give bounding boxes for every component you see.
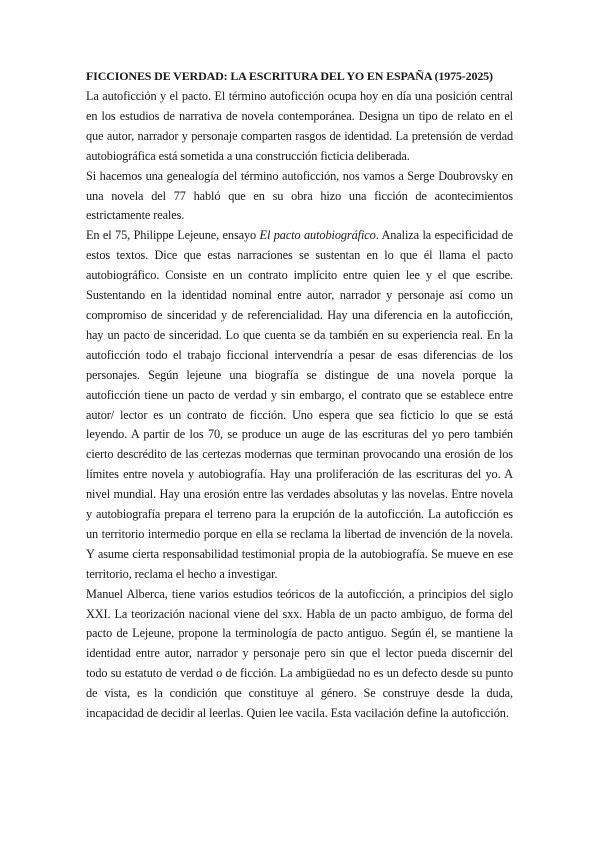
book-title-pacto-autobiografico: El pacto autobiográfico	[259, 228, 376, 243]
paragraph-doubrovsky: Si hacemos una genealogía del término autoficción, nos vamos a Serge Doubrovsky en una novela del 77 habló que en su obra hizo una ficción de acontecimientos estrictamente reales.	[86, 168, 513, 223]
paragraph-autoficcion-pacto: La autoficción y el pacto. El término autoficción ocupa hoy en día una posición central en los estudios de narrativa de novela contemporánea. Designa un tipo de relato en el que autor, narrador y personaje comparten rasgos de identidad. La pretensión de verdad autobiográfica está sometida a una construcción ficticia deliberada.	[86, 89, 513, 163]
paragraph-lejeune	[86, 226, 513, 584]
paragraph-alberca: Manuel Alberca, tiene varios estudios teóricos de la autoficción, a principios del siglo XXI. La teorización nacional viene del sxx. Habla de un pacto ambiguo, de forma del pacto de Lejeune, propone la terminología de pacto antiguo. Según él, se mantiene la identidad entre autor, narrador y personaje pero sin que el lector pueda discernir del todo su estatuto de verdad o de ficción. La ambigüedad no es un defecto desde su punto de vista, es la condición que constituye al género. Se construye desde la duda, incapacidad de decidir al leerlas. Quien lee vacila. Esta vacilación define la autoficción.	[86, 586, 513, 721]
document-title: FICCIONES DE VERDAD: LA ESCRITURA DEL YO EN ESPAÑA (1975-2025)	[86, 69, 493, 83]
lejeune-body-text: . Analiza la especificidad de estos textos. Dice que estas narraciones se sustentan en lo que él llama el pacto autobiográfico. Consiste en un contrato implícito entre quien lee y el que escribe. Sustentando en la identidad nominal entre autor, narrador y personaje así como un compromiso de sinceridad y de referencialidad. Hay una diferencia en la autoficción, hay un pacto de sinceridad. Lo que cuenta se da también en su experiencia real. En la autoficción todo el trabajo ficcional intervendría a pesar de esas diferencias de los personajes. Según lejeune una biografía se distingue de una novela porque la autoficción tiene un pacto de verdad y sin embargo, el contrato que se establece entre autor/ lector es un contrato de ficción. Uno espera que sea ficticio lo que se está leyendo. A partir de los 70, se produce un auge de las escrituras del yo pero también cierto descrédito de las certezas modernas que terminan provocando una erosión de los límites entre novela y autobiografía. Hay una proliferación de las escrituras del yo. A nivel mundial. Hay una erosión entre las verdades absolutas y las novelas. Entre novela y autobiografía prepara el terreno para la erupción de la autoficción. La autoficción es un territorio intermedio porque en ella se reclama la libertad de invención de la novela. Y asume cierta responsabilidad testimonial propia de la autobiografía. Se mueve en ese territorio, reclama el hecho a investigar.	[86, 228, 513, 581]
lejeune-intro-text: En el 75, Philippe Lejeune, ensayo	[86, 228, 260, 243]
